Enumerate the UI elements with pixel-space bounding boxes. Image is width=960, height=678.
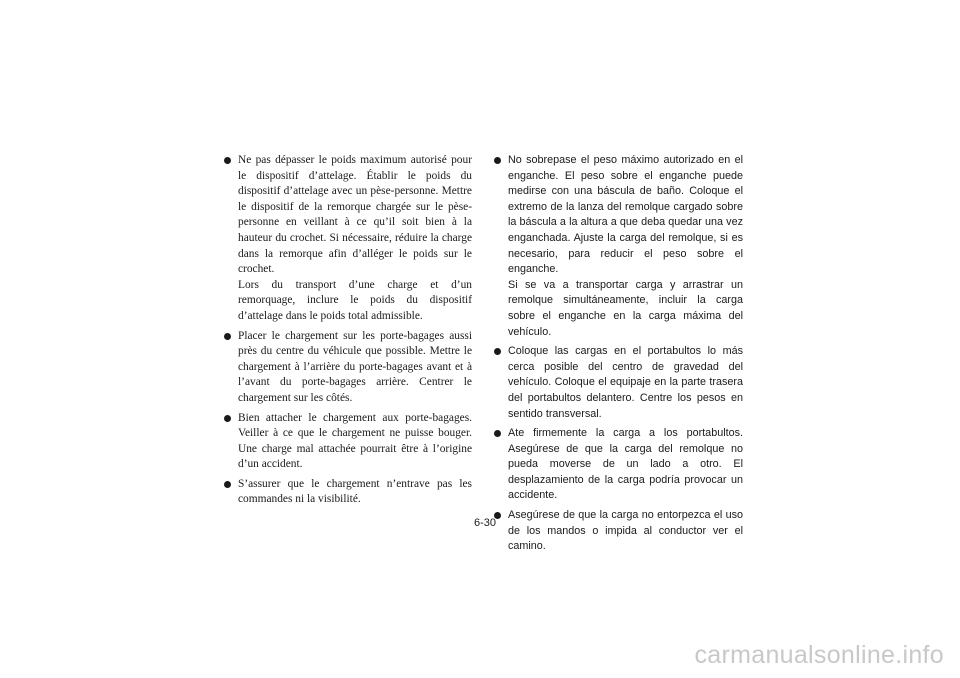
bullet-icon xyxy=(224,333,231,340)
spanish-column xyxy=(494,153,743,559)
spanish-item-text: No sobrepase el peso máximo autorizado en el enganche. El peso sobre el enganche puede medirse con una báscula de baño. Coloque el extremo de la lanza del remolque cargado sobre la báscula a la altura a que deba quedar una vez enganchada. Ajuste la carga del remolque, si es necesario, para reducir el peso sobre el enganche. Si se va a transportar carga y arrastrar un remolque simultáneamente, incluir la carga sobre el enganche en la carga máxima del vehículo. xyxy=(508,154,743,338)
list-item xyxy=(224,477,472,508)
list-item xyxy=(224,153,472,325)
list-item xyxy=(224,411,472,473)
bullet-icon xyxy=(494,348,501,355)
list-item xyxy=(494,344,743,422)
bullet-icon xyxy=(494,157,501,164)
bullet-icon xyxy=(224,157,231,164)
list-item xyxy=(494,426,743,504)
list-item xyxy=(494,508,743,555)
bullet-icon xyxy=(494,430,501,437)
page-number: 6-30 xyxy=(473,517,497,529)
french-item-text: Ne pas dépasser le poids maximum autorisé pour le dispositif d’attelage. Établir le poids du dispositif d’attelage avec un pèse-personne. Mettre le dispositif de la remorque chargée sur le pèse-personne en veillant à ce qu’il soit bien à la hauteur du crochet. Si nécessaire, réduire la charge dans la remorque afin d’alléger le poids sur le crochet. Lors du transport d’une charge et d’un remorquage, inclure le poids du dispositif d’attelage dans le poids total admissible. xyxy=(238,154,472,322)
watermark: carmanualsonline.info xyxy=(694,641,944,669)
french-bullet-list xyxy=(224,153,472,508)
list-item xyxy=(224,329,472,407)
spanish-item-text: Asegúrese de que la carga no entorpezca el uso de los mandos o impida al conductor ver el camino. xyxy=(508,509,743,553)
bullet-icon xyxy=(224,481,231,488)
french-item-text: Bien attacher le chargement aux porte-bagages. Veiller à ce que le chargement ne puisse bouger. Une charge mal attachée pourrait être à l’origine d’un accident. xyxy=(238,411,472,471)
spanish-item-text: Ate firmemente la carga a los portabultos. Asegúrese de que la carga del remolque no pueda moverse de un lado a otro. El desplazamiento de la carga podría provocar un accidente. xyxy=(508,427,743,502)
spanish-bullet-list xyxy=(494,153,743,555)
bullet-icon xyxy=(224,415,231,422)
french-item-text: S’assurer que le chargement n’entrave pas les commandes ni la visibilité. xyxy=(238,477,472,506)
french-item-text: Placer le chargement sur les porte-bagages aussi près du centre du véhicule que possible. Mettre le chargement à l’arrière du porte-bagages avant et à l’avant du porte-bagages arrière. Centrer le chargement sur les côtés. xyxy=(238,329,472,404)
french-column xyxy=(224,153,472,512)
list-item xyxy=(494,153,743,340)
spanish-item-text: Coloque las cargas en el portabultos lo más cerca posible del centro de gravedad del vehículo. Coloque el equipaje en la parte trasera del portabultos delantero. Centre los pesos en sentido transversal. xyxy=(508,345,743,420)
